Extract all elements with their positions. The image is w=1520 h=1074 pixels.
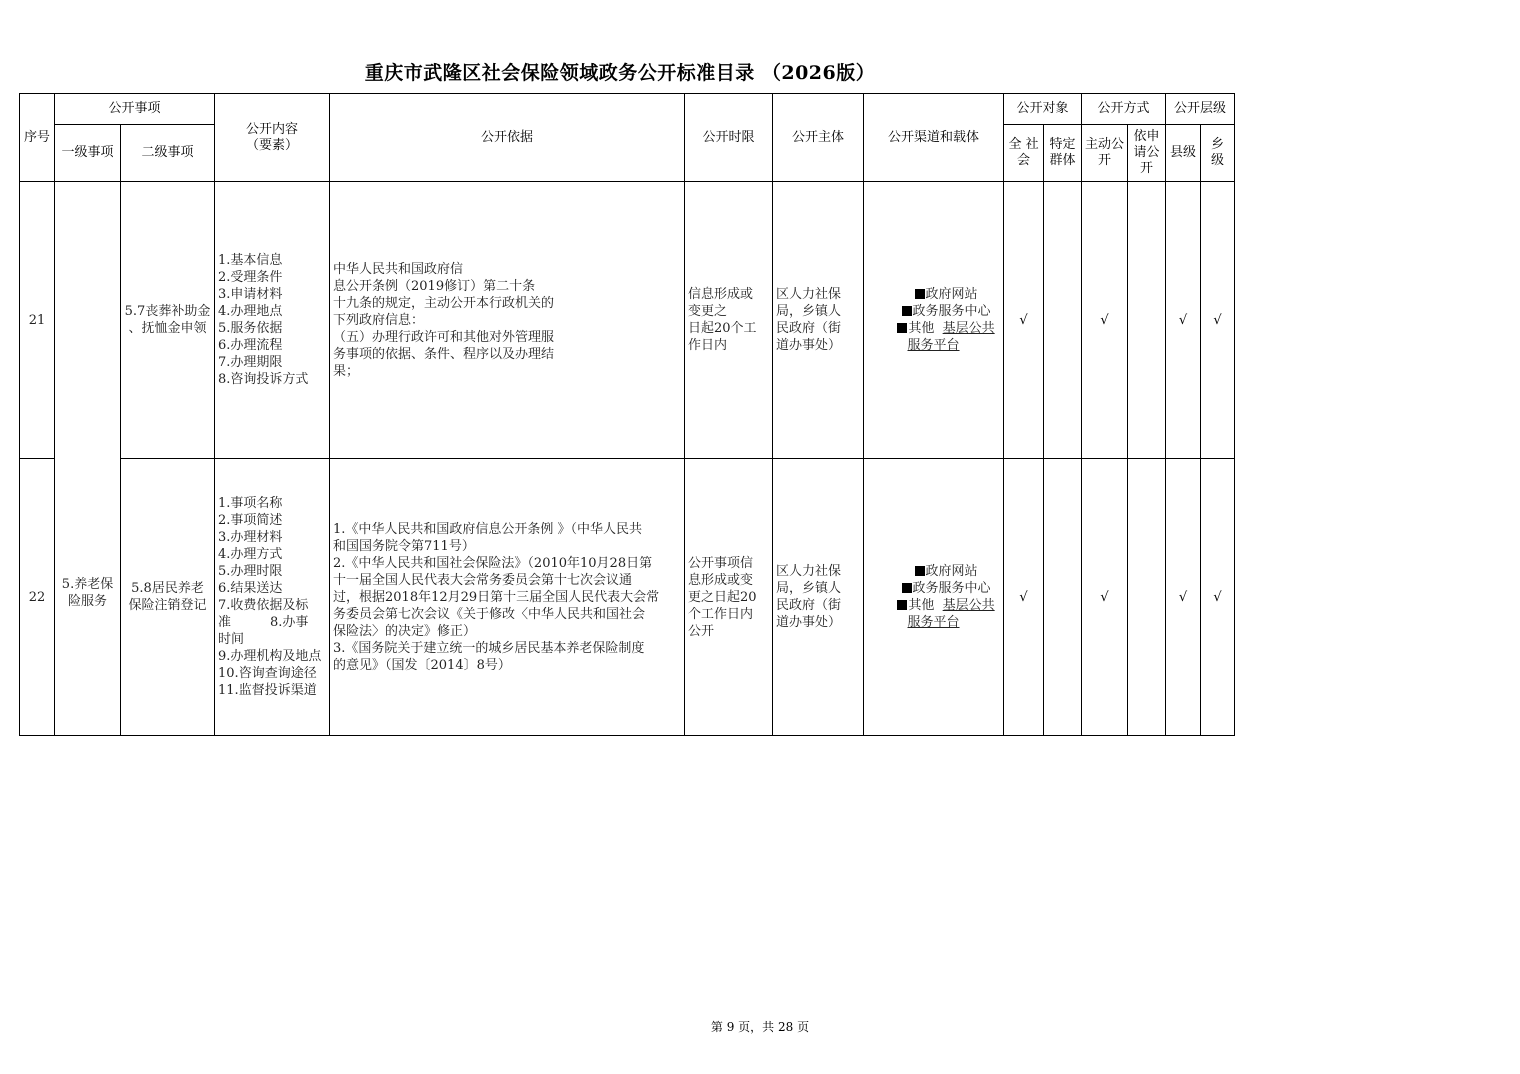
- row-content: [215, 182, 330, 459]
- channel-other-detail: 基层公共: [942, 321, 995, 336]
- header-method: 公开方式: [1082, 94, 1166, 125]
- content-item: 4.办理方式: [218, 547, 283, 562]
- table-row: [20, 182, 1235, 459]
- channel-other: 其他: [908, 321, 935, 336]
- channel-other-detail-2: 服务平台: [907, 338, 960, 353]
- row-seq: 21: [20, 182, 55, 459]
- catalog-table: [19, 93, 1235, 736]
- content-item: 2.事项简述: [218, 513, 283, 528]
- content-item: 6.结果送达: [218, 581, 283, 596]
- header-channel: 公开渠道和载体: [864, 94, 1004, 182]
- checked-square-icon: [897, 323, 907, 333]
- page-title: 重庆市武隆区社会保险领域政务公开标准目录 （2026版）: [364, 62, 876, 84]
- row-channel: [864, 459, 1004, 736]
- header-seq: 序号: [20, 94, 55, 182]
- header-level1: 一级事项: [55, 125, 121, 182]
- row-method-apply: [1128, 182, 1166, 459]
- checked-square-icon: [902, 306, 912, 316]
- checked-square-icon: [915, 566, 925, 576]
- channel-other: 其他: [908, 598, 935, 613]
- row-method-active: √: [1082, 459, 1128, 736]
- row-time-limit: 信息形成或 变更之 日起20个工 作日内: [685, 182, 773, 459]
- content-item: 5.办理时限: [218, 564, 283, 579]
- header-level-county: 县级: [1166, 125, 1201, 182]
- page-number: 第 9 页，共 28 页: [710, 1020, 810, 1034]
- content-item: 11.监督投诉渠道: [218, 683, 317, 698]
- channel-web: 政府网站: [925, 287, 978, 302]
- header-method-active: 主动公 开: [1082, 125, 1128, 182]
- content-item: 8.咨询投诉方式: [218, 372, 309, 387]
- row-time-limit: 公开事项信 息形成或变 更之日起20 个工作日内 公开: [685, 459, 773, 736]
- row-subject: 区人力社保 局，乡镇人 民政府（街 道办事处）: [773, 459, 864, 736]
- header-level: 公开层级: [1166, 94, 1235, 125]
- content-item: 7.收费依据及标: [218, 598, 309, 613]
- channel-center: 政务服务中心: [912, 304, 991, 319]
- table-row: [20, 459, 1235, 736]
- content-item: 9.办理机构及地点: [218, 649, 322, 664]
- row-level-county: √: [1166, 182, 1201, 459]
- row-target-specific: [1044, 182, 1082, 459]
- header-matters: 公开事项: [55, 94, 215, 125]
- header-level2: 二级事项: [121, 125, 215, 182]
- header-target-all: 全 社 会: [1004, 125, 1044, 182]
- content-item: 10.咨询查询途径: [218, 666, 317, 681]
- header-basis: 公开依据: [330, 94, 685, 182]
- header-time-limit: 公开时限: [685, 94, 773, 182]
- row-content: [215, 459, 330, 736]
- checked-square-icon: [897, 600, 907, 610]
- content-item: 7.办理期限: [218, 355, 283, 370]
- header-target: 公开对象: [1004, 94, 1082, 125]
- content-item: 1.事项名称: [218, 496, 283, 511]
- row-target-all: √: [1004, 182, 1044, 459]
- row-seq: 22: [20, 459, 55, 736]
- row-target-specific: [1044, 459, 1082, 736]
- header-content: 公开内容 （要素）: [215, 94, 330, 182]
- channel-other-detail: 基层公共: [942, 598, 995, 613]
- header-method-apply: 依申 请公 开: [1128, 125, 1166, 182]
- channel-center: 政务服务中心: [912, 581, 991, 596]
- channel-web: 政府网站: [925, 564, 978, 579]
- row-target-all: √: [1004, 459, 1044, 736]
- content-item: 准 8.办事: [218, 615, 309, 630]
- content-item: 6.办理流程: [218, 338, 283, 353]
- content-item: 4.办理地点: [218, 304, 283, 319]
- row-level-town: √: [1201, 459, 1235, 736]
- level1-item: 5.养老保 险服务: [55, 182, 121, 736]
- content-item: 3.申请材料: [218, 287, 283, 302]
- row-subject: 区人力社保 局，乡镇人 民政府（街 道办事处）: [773, 182, 864, 459]
- row-level-county: √: [1166, 459, 1201, 736]
- checked-square-icon: [915, 289, 925, 299]
- row-method-apply: [1128, 459, 1166, 736]
- header-row-1: [20, 94, 1235, 125]
- row-level-town: √: [1201, 182, 1235, 459]
- row-channel: [864, 182, 1004, 459]
- header-target-specific: 特定 群体: [1044, 125, 1082, 182]
- header-level-town: 乡 级: [1201, 125, 1235, 182]
- content-item: 1.基本信息: [218, 253, 283, 268]
- content-item: 5.服务依据: [218, 321, 283, 336]
- channel-other-detail-2: 服务平台: [907, 615, 960, 630]
- checked-square-icon: [902, 583, 912, 593]
- row-level2: 5.8居民养老 保险注销登记: [121, 459, 215, 736]
- header-subject: 公开主体: [773, 94, 864, 182]
- content-item: 2.受理条件: [218, 270, 283, 285]
- row-level2: 5.7丧葬补助金 、抚恤金申领: [121, 182, 215, 459]
- row-basis: 1.《中华人民共和国政府信息公开条例 》（中华人民共 和国国务院令第711号） 2.《中华人民共和国社会保险法》（2010年10月28日第 十一届全国人民代表大会常务委员会第十七次会议通 过，根据2018年12月29日第十三届全国人民代表大会常 务委员会第七次会议《关于修改〈中华人民共和国社会 保险法〉的决定》修正） 3.《国务院关于建立统一的城乡居民基本养老保险制度 的意见》（国发〔2014〕8号）: [330, 459, 685, 736]
- row-method-active: √: [1082, 182, 1128, 459]
- row-basis: 中华人民共和国政府信 息公开条例（2019修订）第二十条 十九条的规定，主动公开本行政机关的 下列政府信息： （五）办理行政许可和其他对外管理服 务事项的依据、条件、程序以及办理结 果；: [330, 182, 685, 459]
- content-item: 3.办理材料: [218, 530, 283, 545]
- content-item: 时间: [218, 632, 245, 647]
